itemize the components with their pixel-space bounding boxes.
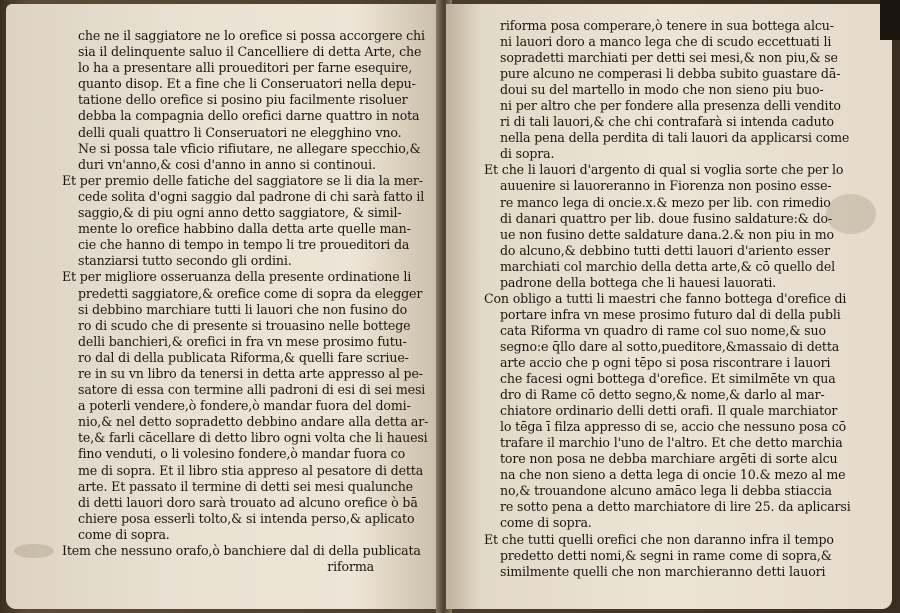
- text-line: me di sopra. Et il libro stia appreso al pesatore di detta: [78, 462, 424, 478]
- text-line: di sopra.: [500, 146, 555, 162]
- text-line: arte accio che p ogni tēpo si posa riscontrare i lauori: [500, 354, 831, 370]
- text-line: predetti saggiatore,& orefice come di sopra da elegger: [78, 285, 423, 301]
- text-line: portare infra vn mese prosimo futuro dal di della publi: [500, 306, 841, 322]
- text-line: come di sopra.: [78, 526, 170, 542]
- text-line: come di sopra.: [500, 515, 592, 531]
- text-line: ue non fusino dette saldature dana.2.& non piu in mo: [500, 226, 834, 242]
- text-line: auuenire si lauoreranno in Fiorenza non posino esse-: [500, 178, 832, 194]
- left-page-text: [62, 28, 429, 559]
- ink-stain: [14, 544, 54, 558]
- text-line: ni per altro che per fondere alla presenza delli vendito: [500, 98, 841, 114]
- text-line: predetto detti nomi,& segni in rame come di sopra,&: [500, 547, 832, 563]
- text-line: re in su vn libro da tenersi in detta arte appresso al pe-: [78, 365, 423, 381]
- text-line: Et che tutti quelli orefici che non daranno infra il tempo: [484, 531, 834, 547]
- text-line: delli quali quattro li Conseruatori ne elegghino vno.: [78, 124, 402, 140]
- text-line: lo ha a presentare alli proueditori per farne esequire,: [78, 60, 413, 76]
- text-line: debba la compagnia dello orefici darne quattro in nota: [78, 108, 420, 124]
- text-line: re sotto pena a detto marchiatore di lire 25. da aplicarsi: [500, 499, 851, 515]
- text-line: di danari quattro per lib. doue fusino saldature:& do-: [500, 210, 833, 226]
- text-line: cie che hanno di tempo in tempo li tre proueditori da: [78, 237, 410, 253]
- text-line: stanziarsi tutto secondo gli ordini.: [78, 253, 292, 269]
- text-line: mente lo orefice habbino dalla detta arte quelle man-: [78, 221, 411, 237]
- text-line: te,& farli cācellare di detto libro ogni volta che li hauesi: [78, 430, 428, 446]
- background-corner: [880, 0, 900, 40]
- right-page: [446, 4, 892, 609]
- text-line: lo tēga ī filza appresso di se, accio che nessuno posa cō: [500, 419, 847, 435]
- text-line: na che non sieno a detta lega di oncie 10.& mezo al me: [500, 467, 846, 483]
- text-line: sia il delinquente saluo il Cancelliere di detta Arte, che: [78, 44, 422, 60]
- text-line: Et per premio delle fatiche del saggiatore se li dia la mer-: [62, 172, 423, 188]
- text-line: cata Riforma vn quadro di rame col suo nome,& suo: [500, 322, 826, 338]
- text-line: nella pena della perdita di tali lauori da applicarsi come: [500, 130, 850, 146]
- paper-stain: [826, 194, 876, 234]
- text-line: riforma posa comperare,ò tenere in sua bottega alcu-: [500, 18, 834, 33]
- text-line: di detti lauori doro sarà trouato ad alcuno orefice ò bā: [78, 494, 418, 510]
- text-line: satore di essa con termine alli padroni di esi di sei mesi: [78, 382, 426, 398]
- text-line: segno:e q̄llo dare al sotto,pueditore,&massaio di detta: [500, 338, 840, 354]
- text-line: arte. Et passato il termine di detti sei mesi qualunche: [78, 478, 413, 494]
- text-line: ro di scudo che di presente si trouasino nelle bottege: [78, 317, 411, 333]
- text-line: chiatore ordinario delli detti orafi. Il quale marchiator: [500, 403, 838, 419]
- text-line: fino venduti, o li volesino fondere,ò mandar fuora co: [78, 446, 405, 462]
- text-line: ni lauori doro a manco lega che di scudo eccettuati li: [500, 34, 832, 50]
- text-line: cede solita d'ogni saggio dal padrone di chi sarà fatto il: [78, 188, 425, 204]
- text-line: Et che li lauori d'argento di qual si voglia sorte che per lo: [484, 162, 844, 178]
- text-line: ro dal di della publicata Riforma,& quelli fare scriue-: [78, 349, 409, 365]
- right-page-text: [484, 18, 852, 580]
- text-line: quanto disop. Et a fine che li Conseruatori nella depu-: [78, 76, 416, 92]
- text-line: trafare il marchio l'uno de l'altro. Et che detto marchia: [500, 435, 843, 451]
- text-line: duri vn'anno,& cosi d'anno in anno si continoui.: [78, 156, 376, 172]
- text-line: similmente quelli che non marchieranno detti lauori: [500, 563, 826, 579]
- text-line: ri di tali lauori,& che chi contrafarà si intenda caduto: [500, 114, 834, 130]
- catchword: riforma: [327, 559, 374, 575]
- text-line: tore non posa ne debba marchiare argēti di sorte alcu: [500, 451, 838, 467]
- text-line: re manco lega di oncie.x.& mezo per lib. con rimedio: [500, 194, 831, 210]
- text-line: delli banchieri,& orefici in fra vn mese prosimo futu-: [78, 333, 407, 349]
- text-line: Con obligo a tutti li maestri che fanno bottega d'orefice di: [484, 290, 847, 306]
- text-line: chiere posa esserli tolto,& si intenda perso,& aplicato: [78, 510, 415, 526]
- text-line: no,& trouandone alcuno amāco lega li debba stiaccia: [500, 483, 832, 499]
- text-line: do alcuno,& debbino tutti detti lauori d'ariento esser: [500, 242, 830, 258]
- text-line: Ne si possa tale vficio rifiutare, ne allegare specchio,&: [78, 140, 421, 156]
- text-line: Et per migliore osseruanza della presente ordinatione li: [62, 269, 412, 285]
- text-line: marchiati col marchio della detta arte,& cō quello del: [500, 258, 836, 274]
- text-line: tatione dello orefice si posino piu facilmente risoluer: [78, 92, 408, 108]
- text-line: che ne il saggiatore ne lo orefice si possa accorgere chi: [78, 28, 425, 43]
- left-page: [6, 4, 442, 609]
- text-line: saggio,& di piu ogni anno detto saggiatore, & simil-: [78, 205, 402, 221]
- text-line: a poterli vendere,ò fondere,ò mandar fuora del domi-: [78, 398, 411, 414]
- text-line: nio,& nel detto sopradetto debbino andare alla detta ar-: [78, 414, 429, 430]
- text-line: sopradetti marchiati per detti sei mesi,& non piu,& se: [500, 50, 838, 66]
- text-line: si debbino marchiare tutti li lauori che non fusino do: [78, 301, 408, 317]
- text-line: Item che nessuno orafo,ò banchiere dal di della publicata: [62, 543, 421, 558]
- text-line: padrone della bottega che li hauesi lauorati.: [500, 274, 777, 290]
- text-line: doui su del martello in modo che non sieno piu buo-: [500, 82, 824, 98]
- text-line: che facesi ogni bottega d'orefice. Et similmēte vn qua: [500, 371, 836, 387]
- text-line: pure alcuno ne comperasi li debba subito guastare dā-: [500, 66, 841, 82]
- text-line: dro di Rame cō detto segno,& nome,& darlo al mar-: [500, 387, 825, 403]
